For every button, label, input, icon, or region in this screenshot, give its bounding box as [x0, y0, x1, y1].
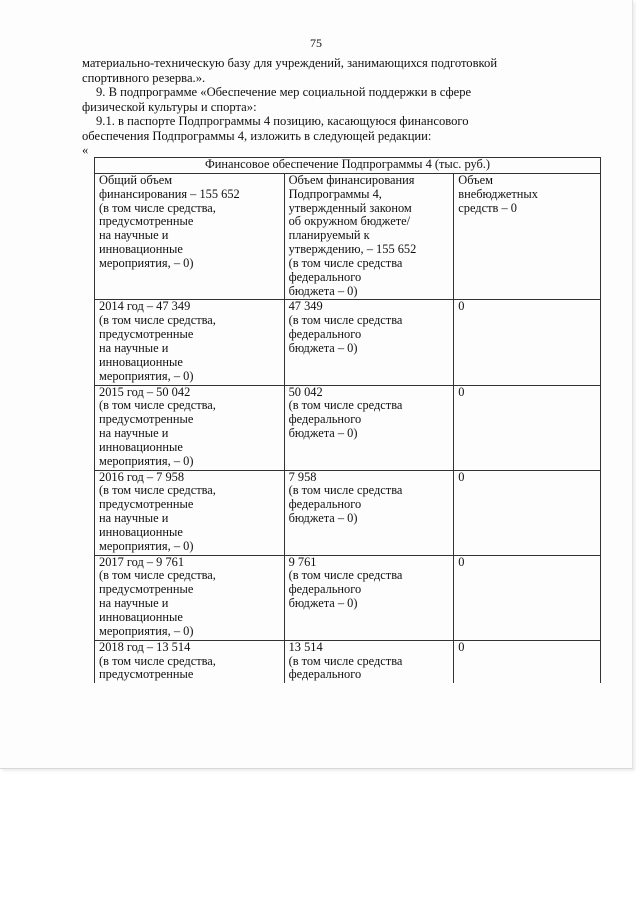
table-row	[95, 470, 601, 555]
year-budget-cell: 7 958 (в том числе средства федерального бюджета – 0)	[284, 470, 454, 555]
intro-line-2: спортивного резерва.».	[82, 70, 206, 85]
item-9-line-1: 9. В подпрограмме «Обеспечение мер социальной поддержки в сфере	[96, 85, 472, 99]
table-row	[95, 385, 601, 470]
year-extrabudget-cell: 0	[454, 640, 601, 683]
header-total-cell: Общий объем финансирования – 155 652 (в том числе средства, предусмотренные на научные и инновационные мероприятия, – 0)	[95, 173, 285, 300]
table-row	[95, 640, 601, 683]
opening-quote: «	[82, 143, 89, 157]
year-extrabudget-cell: 0	[454, 555, 601, 640]
table-title: Финансовое обеспечение Подпрограммы 4 (тыс. руб.)	[95, 158, 601, 174]
table-row	[95, 555, 601, 640]
year-budget-cell: 13 514 (в том числе средства федерального	[284, 640, 454, 683]
year-extrabudget-cell: 0	[454, 470, 601, 555]
year-budget-cell: 9 761 (в том числе средства федерального бюджета – 0)	[284, 555, 454, 640]
intro-paragraph	[82, 56, 600, 85]
table-title-row	[95, 158, 601, 174]
year-extrabudget-cell: 0	[454, 300, 601, 385]
year-budget-cell: 50 042 (в том числе средства федерального бюджета – 0)	[284, 385, 454, 470]
table-header-row	[95, 173, 601, 300]
item-9-1-line-2: обеспечения Подпрограммы 4, изложить в следующей редакции:	[82, 128, 432, 143]
intro-line-1: материально-техническую базу для учреждений, занимающихся подготовкой	[82, 56, 498, 70]
year-total-cell: 2018 год – 13 514 (в том числе средства, предусмотренные	[95, 640, 285, 683]
financing-table	[94, 157, 601, 683]
item-9-1-paragraph	[82, 114, 600, 158]
year-extrabudget-cell: 0	[454, 385, 601, 470]
page-number: 75	[310, 36, 322, 50]
year-total-cell: 2015 год – 50 042 (в том числе средства, предусмотренные на научные и инновационные мероприятия, – 0)	[95, 385, 285, 470]
item-9-line-2: физической культуры и спорта»:	[82, 99, 257, 114]
year-budget-cell: 47 349 (в том числе средства федерального бюджета – 0)	[284, 300, 454, 385]
year-total-cell: 2017 год – 9 761 (в том числе средства, предусмотренные на научные и инновационные мероприятия, – 0)	[95, 555, 285, 640]
year-total-cell: 2014 год – 47 349 (в том числе средства, предусмотренные на научные и инновационные мероприятия, – 0)	[95, 300, 285, 385]
item-9-paragraph	[82, 85, 600, 114]
header-extrabudget-cell: Объем внебюджетных средств – 0	[454, 173, 601, 300]
table-row	[95, 300, 601, 385]
header-budget-cell: Объем финансирования Подпрограммы 4, утвержденный законом об окружном бюджете/ планируемый к утверждению, – 155 652 (в том числе средства федерального бюджета – 0)	[284, 173, 454, 300]
year-total-cell: 2016 год – 7 958 (в том числе средства, предусмотренные на научные и инновационные мероприятия, – 0)	[95, 470, 285, 555]
item-9-1-line-1: 9.1. в паспорте Подпрограммы 4 позицию, касающуюся финансового	[96, 114, 469, 128]
